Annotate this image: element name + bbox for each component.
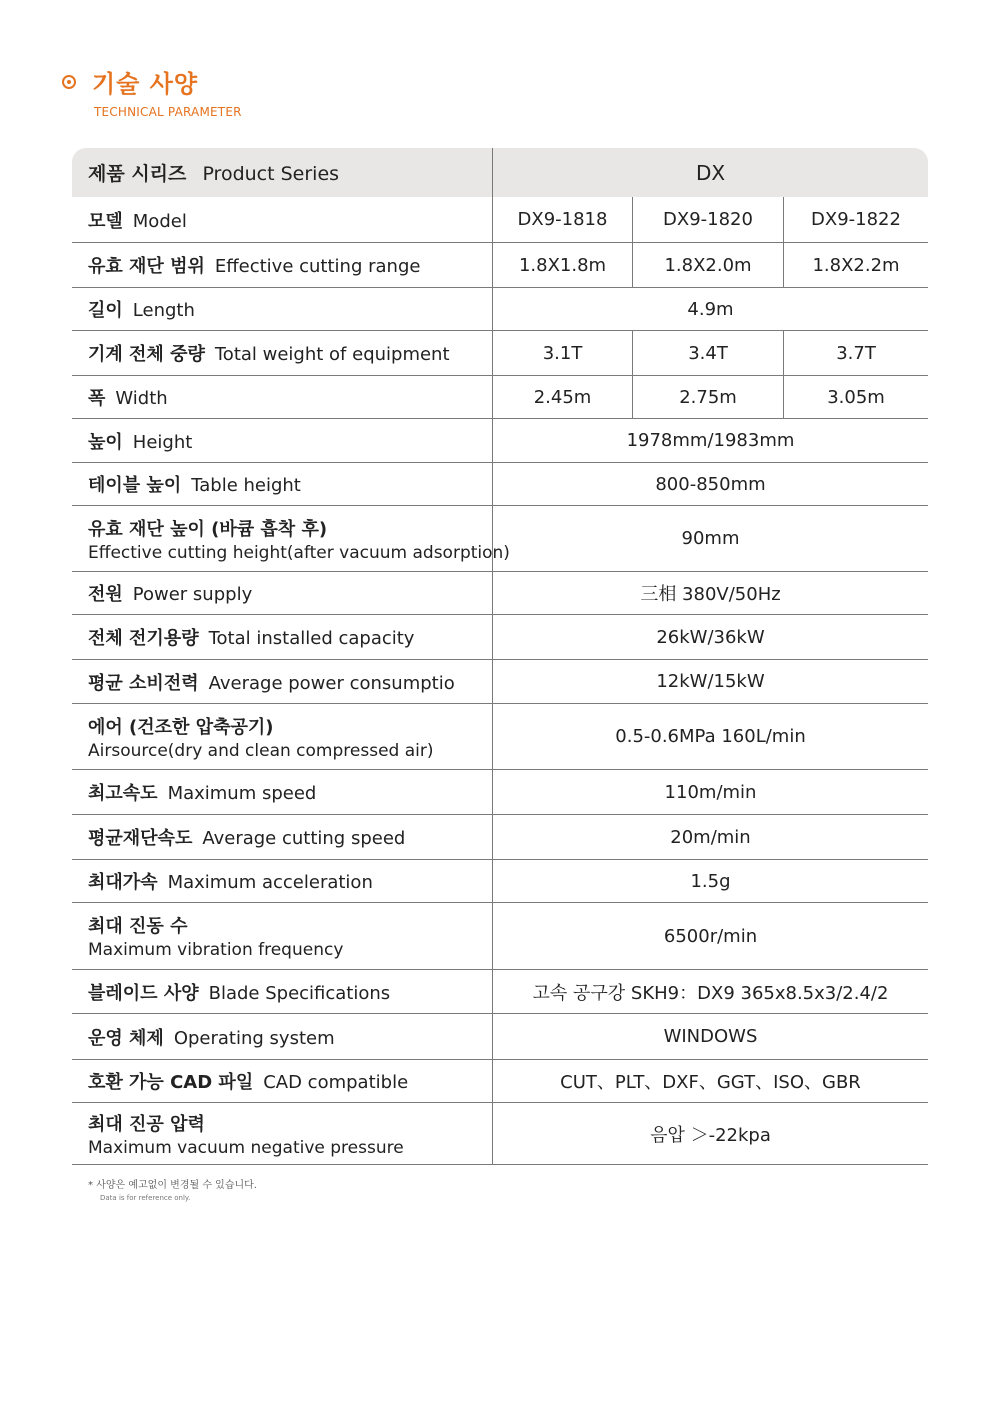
footnote-ko: * 사양은 예고없이 변경될 수 있습니다.	[88, 1180, 257, 1191]
footnote-en: Data is for reference only.	[100, 1194, 191, 1202]
row-label-en: Operating system	[173, 1027, 335, 1049]
table-row	[72, 815, 928, 860]
row-label-en: Blade Specifications	[208, 982, 391, 1004]
row-label	[72, 770, 493, 814]
row-label	[72, 288, 493, 330]
row-value-cell: 1.8X2.0m	[632, 243, 783, 287]
row-label-ko: 에어 (건조한 압축공기)	[88, 716, 274, 738]
section-header	[62, 64, 242, 119]
table-row	[72, 615, 928, 660]
row-value-cell: 3.7T	[783, 331, 928, 375]
row-label	[72, 1060, 493, 1102]
table-row	[72, 970, 928, 1014]
row-label-ko: 블레이드 사양	[88, 982, 199, 1004]
row-label-en: Length	[132, 300, 195, 321]
row-label-ko: 전체 전기용량	[88, 628, 199, 649]
row-value-cell: 6500r/min	[663, 925, 758, 947]
row-label-en: Maximum vacuum negative pressure	[88, 1137, 404, 1158]
row-label-ko: 폭	[88, 388, 106, 409]
row-value-cell: 20m/min	[670, 826, 751, 848]
row-value-cell: 2.75m	[632, 376, 783, 418]
row-value-cell: 2.45m	[533, 386, 592, 408]
row-label	[72, 243, 493, 287]
row-value-cell: 90mm	[681, 528, 740, 549]
row-value-cell: 3.05m	[783, 376, 928, 418]
section-subtitle: TECHNICAL PARAMETER	[94, 105, 242, 119]
row-label	[72, 615, 493, 659]
row-value-cell: 1.5g	[690, 870, 731, 892]
row-label	[72, 860, 493, 902]
row-label-ko: 운영 체제	[88, 1027, 164, 1049]
footnote	[88, 1176, 257, 1202]
table-row	[72, 376, 928, 419]
row-value-cell: 0.5-0.6MPa 160L/min	[615, 726, 806, 747]
row-label-en: CAD compatible	[263, 1072, 409, 1093]
row-label-en: Total installed capacity	[208, 628, 415, 649]
row-label-en: Power supply	[132, 584, 253, 605]
header-label	[72, 148, 493, 197]
row-label-ko: 평균재단속도	[88, 828, 193, 849]
section-title: 기술 사양	[92, 70, 199, 98]
row-label-en: Width	[115, 388, 168, 409]
row-label-ko: 전원	[88, 584, 123, 605]
series-value: DX	[695, 160, 726, 185]
row-label-ko: 유효 재단 높이 (바큠 흡착 후)	[88, 518, 328, 540]
row-label	[72, 1014, 493, 1059]
row-label-ko: 기계 전체 중량	[88, 344, 205, 365]
row-label	[72, 970, 493, 1013]
row-label-en: Effective cutting height(after vacuum adsorption)	[88, 542, 510, 563]
row-value-cell: 800-850mm	[655, 473, 766, 495]
row-label	[72, 197, 493, 242]
table-row	[72, 1014, 928, 1060]
row-value-cell: 3.1T	[542, 342, 583, 364]
row-value-cell: 고속 공구강 SKH9：DX9 365x8.5x3/2.4/2	[532, 982, 889, 1004]
row-value-cell: 3.4T	[632, 331, 783, 375]
table-row	[72, 288, 928, 331]
table-header-row	[72, 148, 928, 197]
table-row	[72, 903, 928, 970]
row-label-en: Maximum speed	[167, 783, 317, 804]
row-label-ko: 호환 가능 CAD 파일	[88, 1072, 254, 1093]
table-row	[72, 197, 928, 243]
row-value-cell: WINDOWS	[663, 1026, 758, 1047]
row-label-en: Height	[132, 431, 193, 453]
row-value-cell: CUT、PLT、DXF、GGT、ISO、GBR	[560, 1072, 861, 1093]
row-label	[72, 903, 493, 969]
row-label-en: Table height	[191, 475, 301, 496]
row-value-cell: DX9-1818	[517, 209, 608, 230]
table-row	[72, 243, 928, 288]
row-label-ko: 최대가속	[88, 872, 158, 893]
table-row	[72, 506, 928, 572]
row-label-ko: 최대 진동 수	[88, 916, 188, 937]
row-value-cell: 26kW/36kW	[656, 626, 765, 648]
row-label-en: Average cutting speed	[202, 828, 406, 849]
row-label-en: Model	[132, 210, 187, 232]
row-label	[72, 572, 493, 614]
row-value-cell: 1.8X2.2m	[783, 243, 928, 287]
table-body	[72, 197, 928, 1165]
row-label-en: Effective cutting range	[214, 256, 421, 277]
row-value-cell: 1978mm/1983mm	[626, 430, 795, 451]
table-row	[72, 1060, 928, 1103]
row-value-cell: 4.9m	[687, 298, 734, 320]
table-row	[72, 660, 928, 704]
row-label	[72, 1103, 493, 1164]
row-label-ko: 높이	[88, 431, 123, 453]
target-bullet-icon	[62, 75, 76, 89]
header-label-en: Product Series	[202, 163, 340, 185]
table-row	[72, 860, 928, 903]
row-value-cell: 음압 ＞-22kpa	[650, 1124, 771, 1146]
row-label-ko: 최고속도	[88, 783, 158, 804]
row-label	[72, 815, 493, 859]
row-value-cell: 12kW/15kW	[656, 671, 765, 692]
row-value-cell: 1.8X1.8m	[518, 254, 607, 276]
table-row	[72, 572, 928, 615]
spec-table	[72, 148, 928, 1165]
row-label	[72, 463, 493, 505]
table-row	[72, 419, 928, 463]
row-label	[72, 660, 493, 703]
row-label	[72, 376, 493, 418]
row-label-en: Average power consumptio	[208, 672, 455, 694]
row-value-cell: DX9-1820	[632, 197, 783, 242]
row-label-en: Maximum acceleration	[167, 872, 373, 893]
row-value-cell: DX9-1822	[783, 197, 928, 242]
row-label-ko: 길이	[88, 300, 123, 321]
row-label-en: Airsource(dry and clean compressed air)	[88, 740, 434, 761]
row-label-ko: 유효 재단 범위	[88, 256, 205, 277]
row-label-ko: 테이블 높이	[88, 475, 182, 496]
row-value-cell: 110m/min	[664, 781, 757, 803]
header-label-ko: 제품 시리즈	[88, 163, 187, 185]
table-row	[72, 331, 928, 376]
table-row	[72, 704, 928, 770]
row-label-ko: 최대 진공 압력	[88, 1113, 205, 1135]
row-value-cell: 三相 380V/50Hz	[640, 584, 781, 605]
row-label-ko: 평균 소비전력	[88, 672, 199, 694]
table-row	[72, 1103, 928, 1165]
row-label-en: Maximum vibration frequency	[88, 940, 344, 960]
table-row	[72, 770, 928, 815]
row-label-ko: 모델	[88, 210, 123, 232]
row-label	[72, 704, 493, 769]
row-label	[72, 419, 493, 462]
row-label	[72, 331, 493, 375]
row-label-en: Total weight of equipment	[214, 344, 450, 365]
row-label	[72, 506, 510, 571]
table-row	[72, 463, 928, 506]
